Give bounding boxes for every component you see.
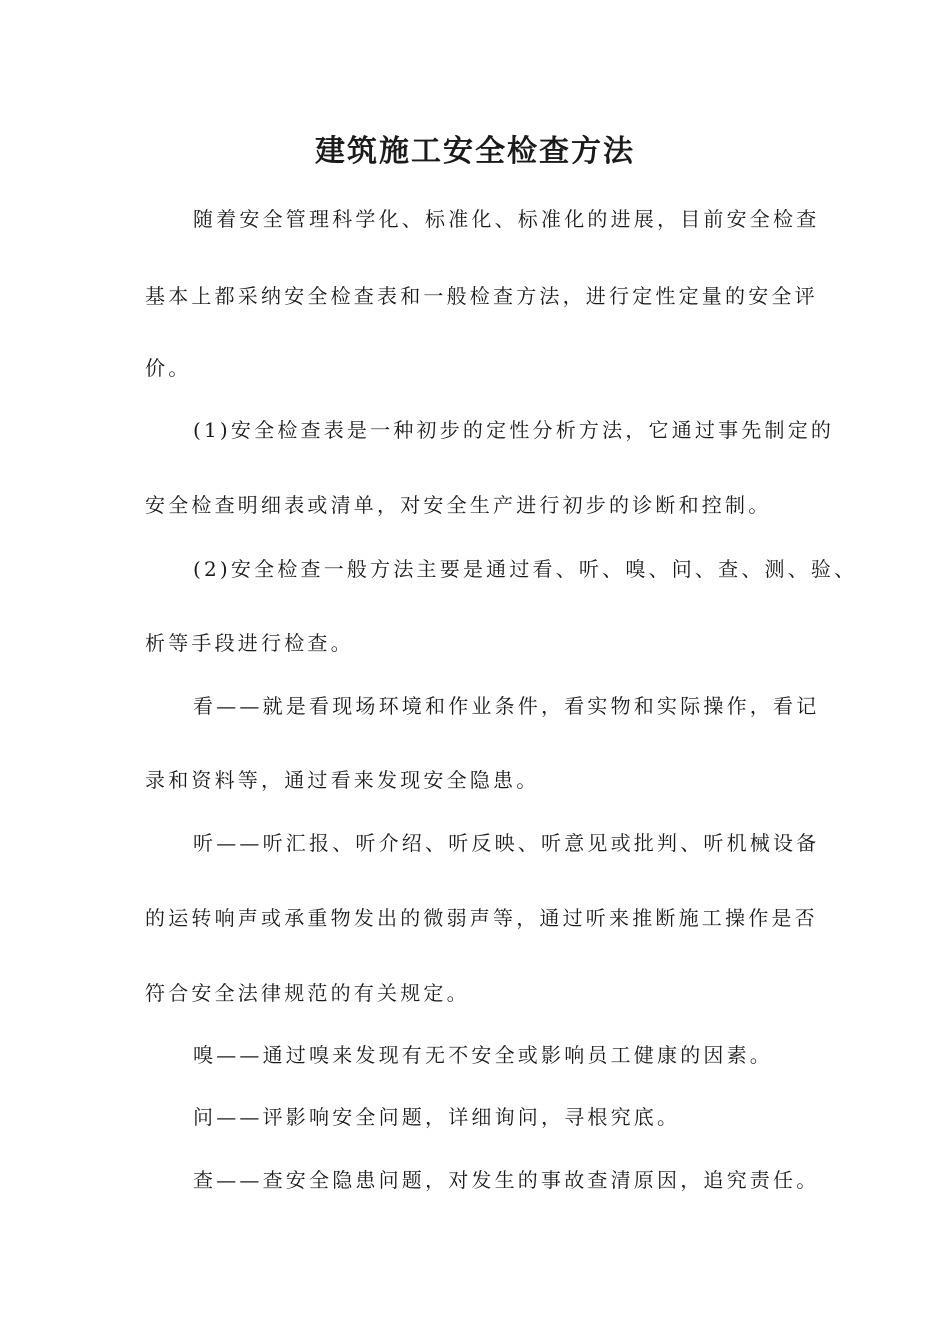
paragraph-line: 基本上都采纳安全检查表和一般检查方法，进行定性定量的安全评 [145,284,818,308]
paragraph-line: 安全检查明细表或清单，对安全生产进行初步的诊断和控制。 [145,493,772,517]
paragraph-line: 看——就是看现场环境和作业条件，看实物和实际操作，看记 [193,694,820,718]
paragraph-line: 析等手段进行检查。 [145,631,354,655]
paragraph-line: 价。 [145,356,192,380]
paragraph-line: 听——听汇报、听介绍、听反映、听意见或批判、听机械设备 [193,831,820,855]
paragraph-line: (1)安全检查表是一种初步的定性分析方法，它通过事先制定的 [193,418,835,442]
paragraph-line: 符合安全法律规范的有关规定。 [145,981,470,1005]
paragraph-line: 随着安全管理科学化、标准化、标准化的进展，目前安全检查 [193,207,820,231]
paragraph-line: 问——评影响安全问题，详细询问，寻根究底。 [193,1105,681,1129]
paragraph-line: 的运转响声或承重物发出的微弱声等，通过听来推断施工操作是否 [145,906,818,930]
paragraph-line: 录和资料等，通过看来发现安全隐患。 [145,768,540,792]
paragraph-line: 查——查安全隐患问题，对发生的事故查清原因，追究责任。 [193,1168,820,1192]
paragraph-line: 嗅——通过嗅来发现有无不安全或影响员工健康的因素。 [193,1043,773,1067]
page-title: 建筑施工安全检查方法 [315,134,635,169]
paragraph-line: (2)安全检查一般方法主要是通过看、听、嗅、问、查、测、验、 [193,557,858,581]
